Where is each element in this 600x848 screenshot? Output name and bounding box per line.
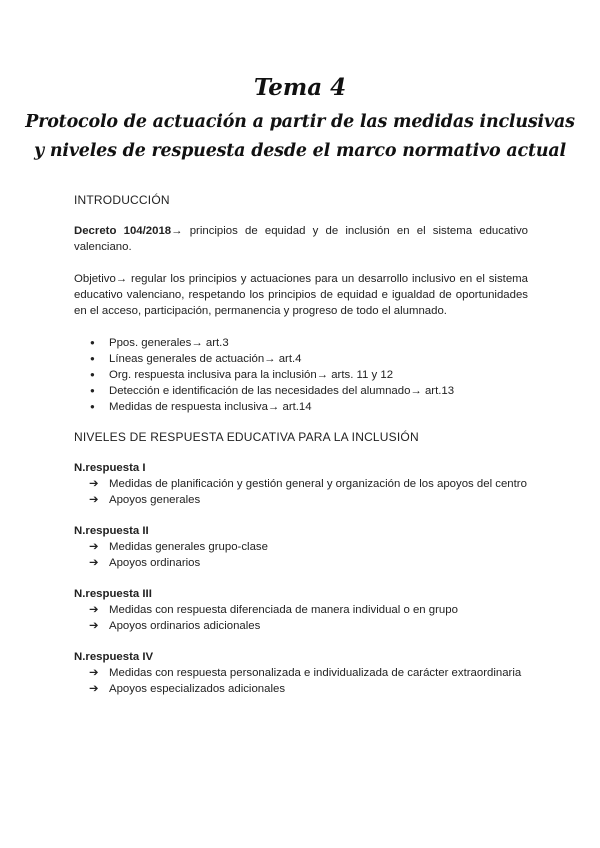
list-item: ● Ppos. generales→ art.3 [74, 335, 528, 351]
list-item: ➔ Apoyos ordinarios adicionales [89, 620, 261, 632]
arrow-icon: ➔ [89, 667, 99, 679]
list-item: ➔ Medidas con respuesta diferenciada de manera individual o en grupo [89, 604, 458, 616]
list-item: ➔ Apoyos especializados adicionales [89, 683, 286, 695]
level-block-3 [74, 586, 528, 634]
level-title: N.respuesta IV [74, 651, 154, 663]
level-block-1 [74, 460, 528, 508]
arrow-icon: ➔ [89, 494, 99, 506]
page-subtitle-line-1: Protocolo de actuación a partir de las medidas inclusivas [25, 112, 575, 132]
arrow-icon: ➔ [89, 620, 99, 632]
arrow-icon: ➔ [89, 478, 99, 490]
level-points [74, 602, 528, 634]
level-block-4 [74, 649, 528, 697]
objective-paragraph: Objetivo→ regular los principios y actuaciones para un desarrollo inclusivo en el sistema educativo valenciano, respetando los principios de equidad e igualdad de oportunidades en el acceso, participación, permanencia y progreso de todo el alumnado. [74, 273, 528, 317]
articles-list [74, 335, 528, 415]
page-subtitle-line-2: y niveles de respuesta desde el marco normativo actual [34, 141, 566, 161]
intro-heading: INTRODUCCIÓN [74, 193, 170, 207]
decree-text: principios de equidad y de inclusión en el sistema educativo valenciano. [74, 225, 528, 253]
level-points [74, 539, 528, 571]
level-block-2 [74, 523, 528, 571]
list-item: ➔ Medidas con respuesta personalizada e individualizada de carácter extraordinaria [89, 667, 522, 679]
levels-heading: NIVELES DE RESPUESTA EDUCATIVA PARA LA INCLUSIÓN [74, 430, 419, 444]
list-item: ● Líneas generales de actuación→ art.4 [74, 351, 528, 367]
list-item: ● Medidas de respuesta inclusiva→ art.14 [74, 399, 528, 415]
document-body [74, 192, 528, 697]
level-title: N.respuesta I [74, 462, 146, 474]
level-points [74, 665, 528, 697]
list-item: ➔ Apoyos generales [89, 494, 201, 506]
page-title: Tema 4 [253, 74, 347, 101]
decree-label: Decreto 104/2018→ [74, 225, 183, 237]
arrow-icon: ➔ [89, 683, 99, 695]
arrow-icon: ➔ [89, 541, 99, 553]
level-title: N.respuesta II [74, 525, 149, 537]
list-item: ➔ Medidas de planificación y gestión general y organización de los apoyos del centro [89, 478, 527, 490]
list-item: ● Detección e identificación de las necesidades del alumnado→ art.13 [74, 383, 528, 399]
arrow-icon: ➔ [89, 557, 99, 569]
arrow-icon: ➔ [89, 604, 99, 616]
list-item: ● Org. respuesta inclusiva para la inclusión→ arts. 11 y 12 [74, 367, 528, 383]
level-title: N.respuesta III [74, 588, 152, 600]
list-item: ➔ Apoyos ordinarios [89, 557, 201, 569]
list-item: ➔ Medidas generales grupo-clase [89, 541, 268, 553]
level-points [74, 476, 528, 508]
decree-paragraph [74, 223, 528, 255]
